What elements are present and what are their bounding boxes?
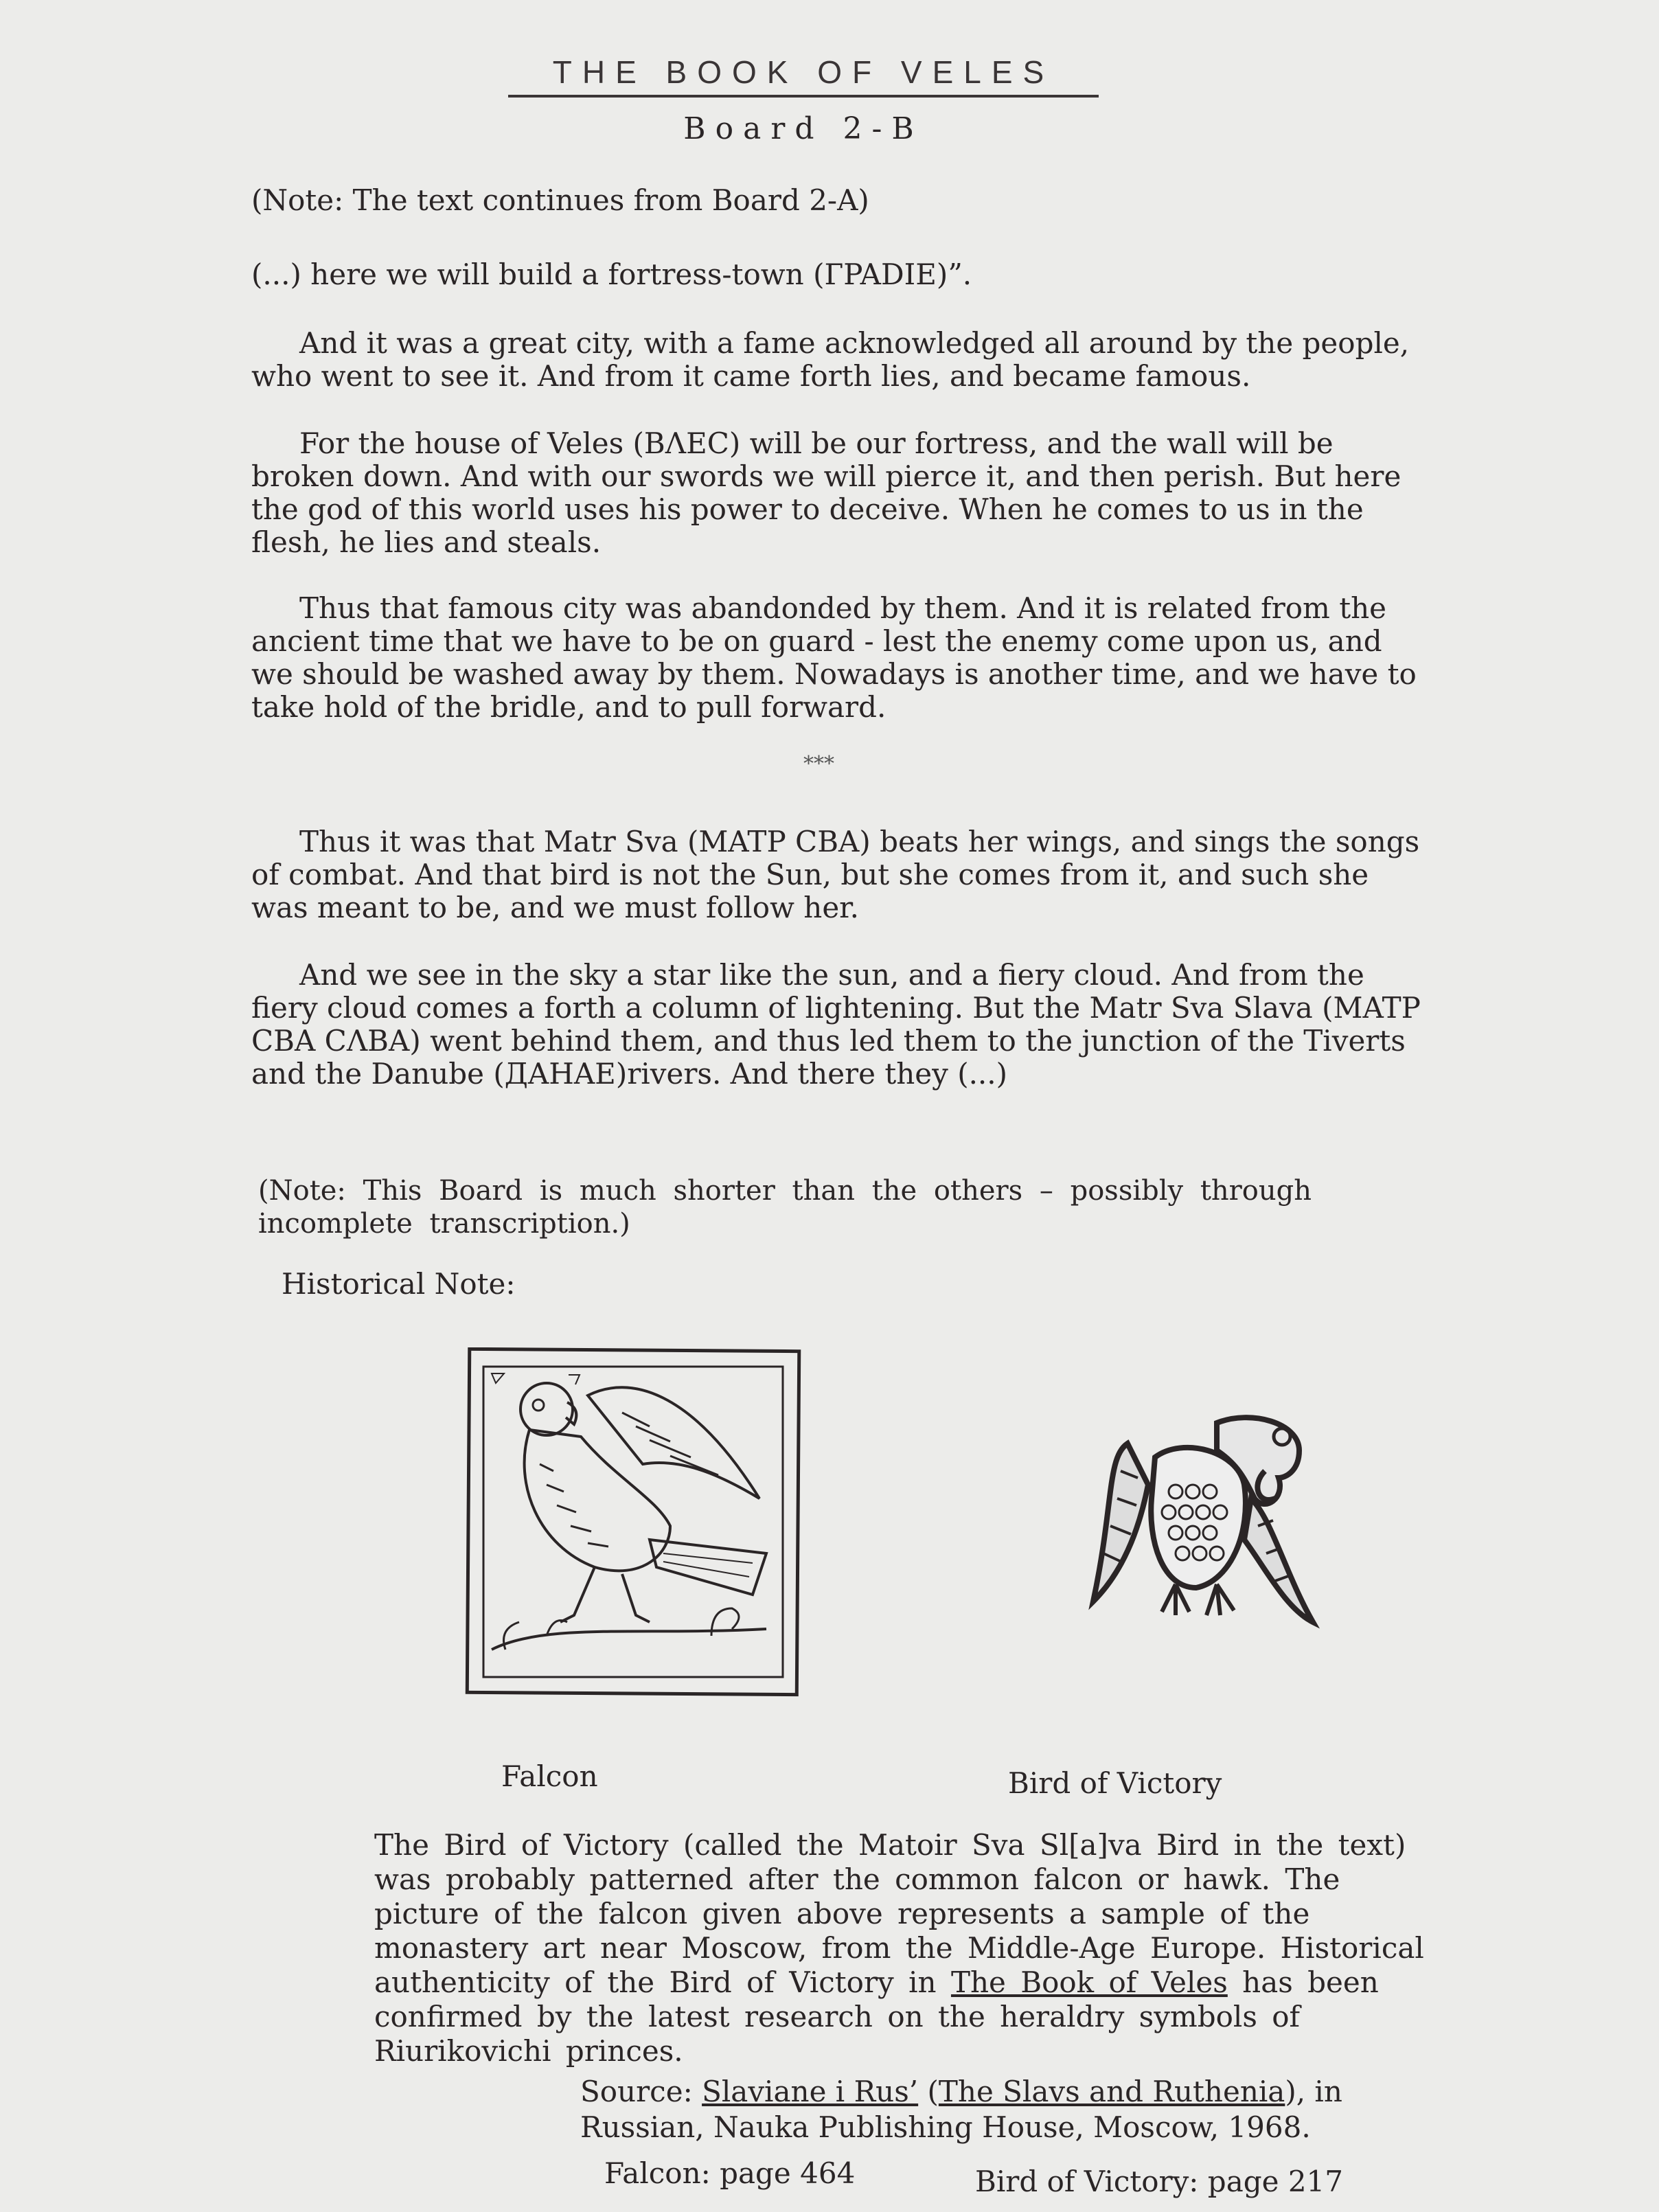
- bird-page-reference: Bird of Victory: page 217: [975, 2165, 1343, 2198]
- paragraph-great-city: And it was a great city, with a fame acknowledged all around by the people, who went to see it. And from it came forth lies, and became famous.: [251, 326, 1410, 393]
- board-length-note: (Note: This Board is much shorter than the others – possibly through incomplete transcription.): [258, 1175, 1312, 1240]
- historical-note-label: Historical Note:: [282, 1267, 516, 1301]
- bird-historical-note: [374, 1828, 1452, 2068]
- book-title-reference: The Book of Veles: [950, 1965, 1228, 1999]
- falcon-caption: Falcon: [501, 1759, 598, 1793]
- continuation-note: (Note: The text continues from Board 2-A): [251, 183, 869, 217]
- paragraph-fiery-cloud: And we see in the sky a star like the sun, and a fiery cloud. And from the fiery cloud comes a forth a column of lightening. But the Matr Sva Slava (MATP CBA CΛBA) went behind them, and thus led them to the junction of the Tiverts and the Danube (ДAHAE)rivers. And there they (...): [251, 958, 1421, 1091]
- bird-of-victory-caption: Bird of Victory: [1008, 1766, 1222, 1800]
- bird-note-text-1: The Bird of Victory (called the Matoir Sva Sl[a]va Bird in the text) was probably patterned after the common falcon or hawk. The picture of the falcon given above represents a sample of the monastery art near Moscow, from the Middle-Age Europe. Historical authenticity of the Bird of Victory in: [374, 1828, 1424, 1999]
- paragraph-house-of-veles: For the house of Veles (BΛEC) will be our fortress, and the wall will be broken down. And with our swords we will pierce it, and then perish. But here the god of this world uses his power to deceive. When he comes to us in the flesh, he lies and steals.: [251, 426, 1401, 559]
- source-citation: [580, 2074, 1473, 2145]
- source-paren: (: [918, 2075, 939, 2108]
- falcon-image: [464, 1347, 803, 1703]
- bird-note-text-2: has been confirmed by the latest research on the heraldry symbols of Riurikovichi princes.: [374, 1965, 1379, 2068]
- source-publisher: ), in Russian, Nauka Publishing House, Moscow, 1968.: [580, 2075, 1342, 2144]
- falcon-page-reference: Falcon: page 464: [604, 2156, 856, 2190]
- bird-of-victory-image: [1079, 1409, 1327, 1645]
- paragraph-matr-sva: Thus it was that Matr Sva (MATP CBA) beats her wings, and sings the songs of combat. And that bird is not the Sun, but she comes from it, and such she was meant to be, and we must follow her.: [251, 825, 1420, 924]
- paragraph-famous-city: Thus that famous city was abandonded by them. And it is related from the ancient time that we have to be on guard - lest the enemy come upon us, and we should be washed away by them. Nowadays is another time, and we have to take hold of the bridle, and to pull forward.: [251, 591, 1417, 724]
- paragraph-fortress-town: (...) here we will build a fortress-town (ГPADIE)”.: [251, 258, 972, 291]
- page-title: THE BOOK OF VELES: [508, 54, 1099, 98]
- page-subtitle: Board 2-B: [683, 111, 924, 146]
- source-translated-title: The Slavs and Ruthenia: [938, 2075, 1285, 2108]
- section-divider: ***: [803, 752, 834, 776]
- source-title: Slaviane i Rus’: [702, 2075, 919, 2108]
- source-label: Source:: [580, 2075, 702, 2108]
